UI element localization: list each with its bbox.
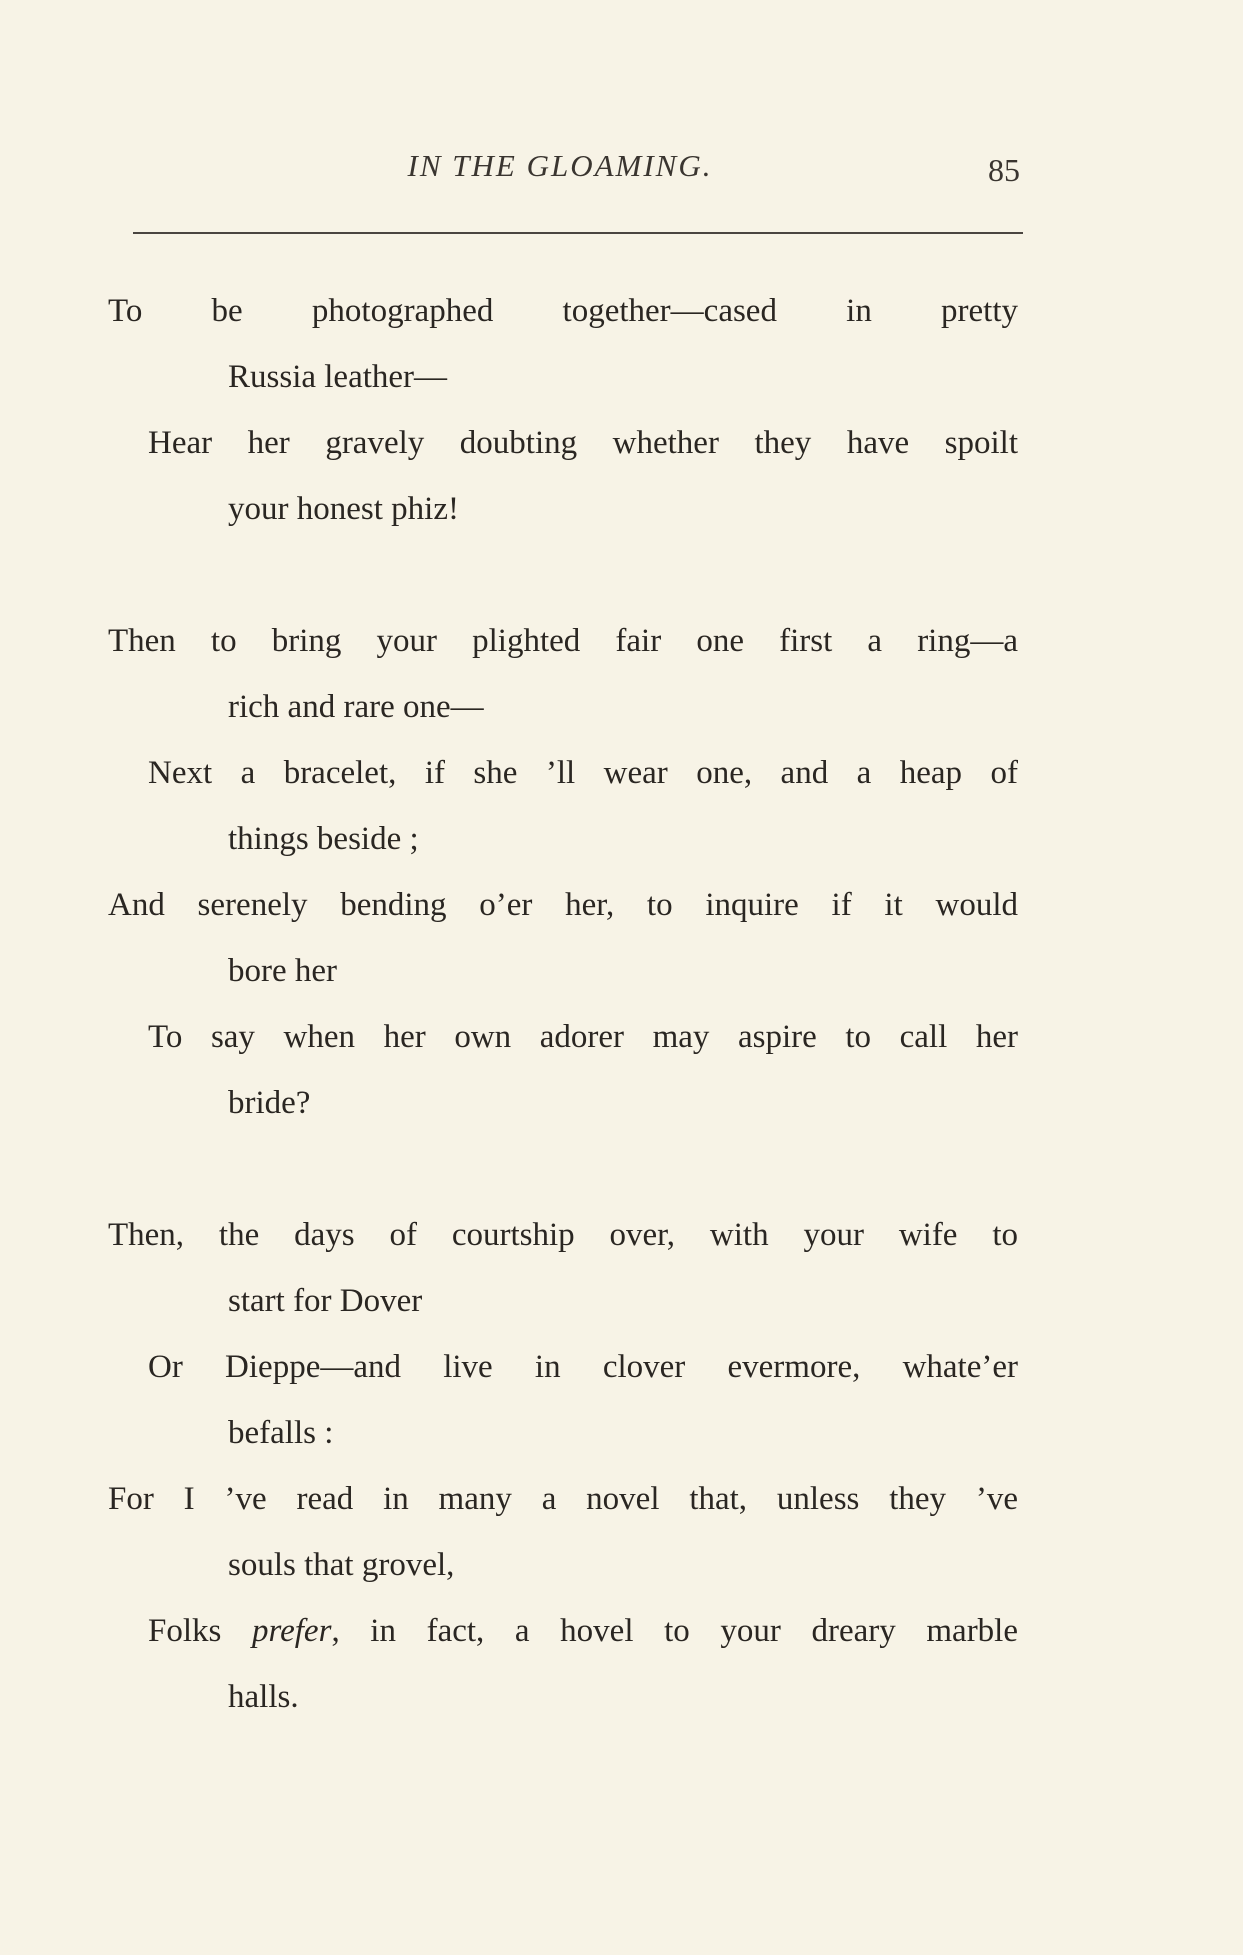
- running-title: IN THE GLOAMING.: [407, 148, 713, 183]
- verse-line: Then, the days of courtship over, with your wife to: [108, 1217, 1018, 1253]
- poem-body: [0, 278, 1243, 1796]
- verse-line: Or Dieppe—and live in clover evermore, whate’er: [148, 1349, 1018, 1385]
- verse-line-continuation: start for Dover: [228, 1283, 423, 1319]
- verse-line-continuation: bore her: [228, 953, 338, 989]
- verse-line-continuation: bride?: [228, 1085, 311, 1121]
- verse-line: For I ’ve read in many a novel that, unless they ’ve: [108, 1481, 1018, 1517]
- verse-line: To say when her own adorer may aspire to call her: [148, 1019, 1018, 1055]
- header-rule: [133, 232, 1023, 234]
- verse-text: , in fact, a hovel to your dreary marble: [331, 1613, 1019, 1649]
- verse-line: [148, 1598, 1018, 1664]
- stanza-2: [0, 608, 1243, 1136]
- verse-line: Then to bring your plighted fair one first a ring—a: [108, 623, 1018, 659]
- verse-line-continuation: things beside ;: [228, 821, 419, 857]
- running-head: [100, 148, 1020, 196]
- stanza-1: [0, 278, 1243, 542]
- verse-line: Hear her gravely doubting whether they have spoilt: [148, 425, 1018, 461]
- verse-line: To be photographed together—cased in pretty: [108, 293, 1018, 329]
- verse-line-continuation: befalls :: [228, 1415, 334, 1451]
- verse-line-continuation: rich and rare one—: [228, 689, 484, 725]
- verse-word: Folks: [148, 1613, 222, 1649]
- verse-line-continuation: halls.: [228, 1679, 299, 1715]
- verse-line-continuation: souls that grovel,: [228, 1547, 455, 1583]
- verse-line: Next a bracelet, if she ’ll wear one, and a heap of: [148, 755, 1018, 791]
- verse-line-continuation: Russia leather—: [228, 359, 448, 395]
- italic-emphasis: prefer: [252, 1613, 332, 1649]
- verse-line-continuation: your honest phiz!: [228, 491, 459, 527]
- page-number: 85: [988, 152, 1020, 188]
- stanza-3: [0, 1202, 1243, 1730]
- verse-line: And serenely bending o’er her, to inquire if it would: [108, 887, 1018, 923]
